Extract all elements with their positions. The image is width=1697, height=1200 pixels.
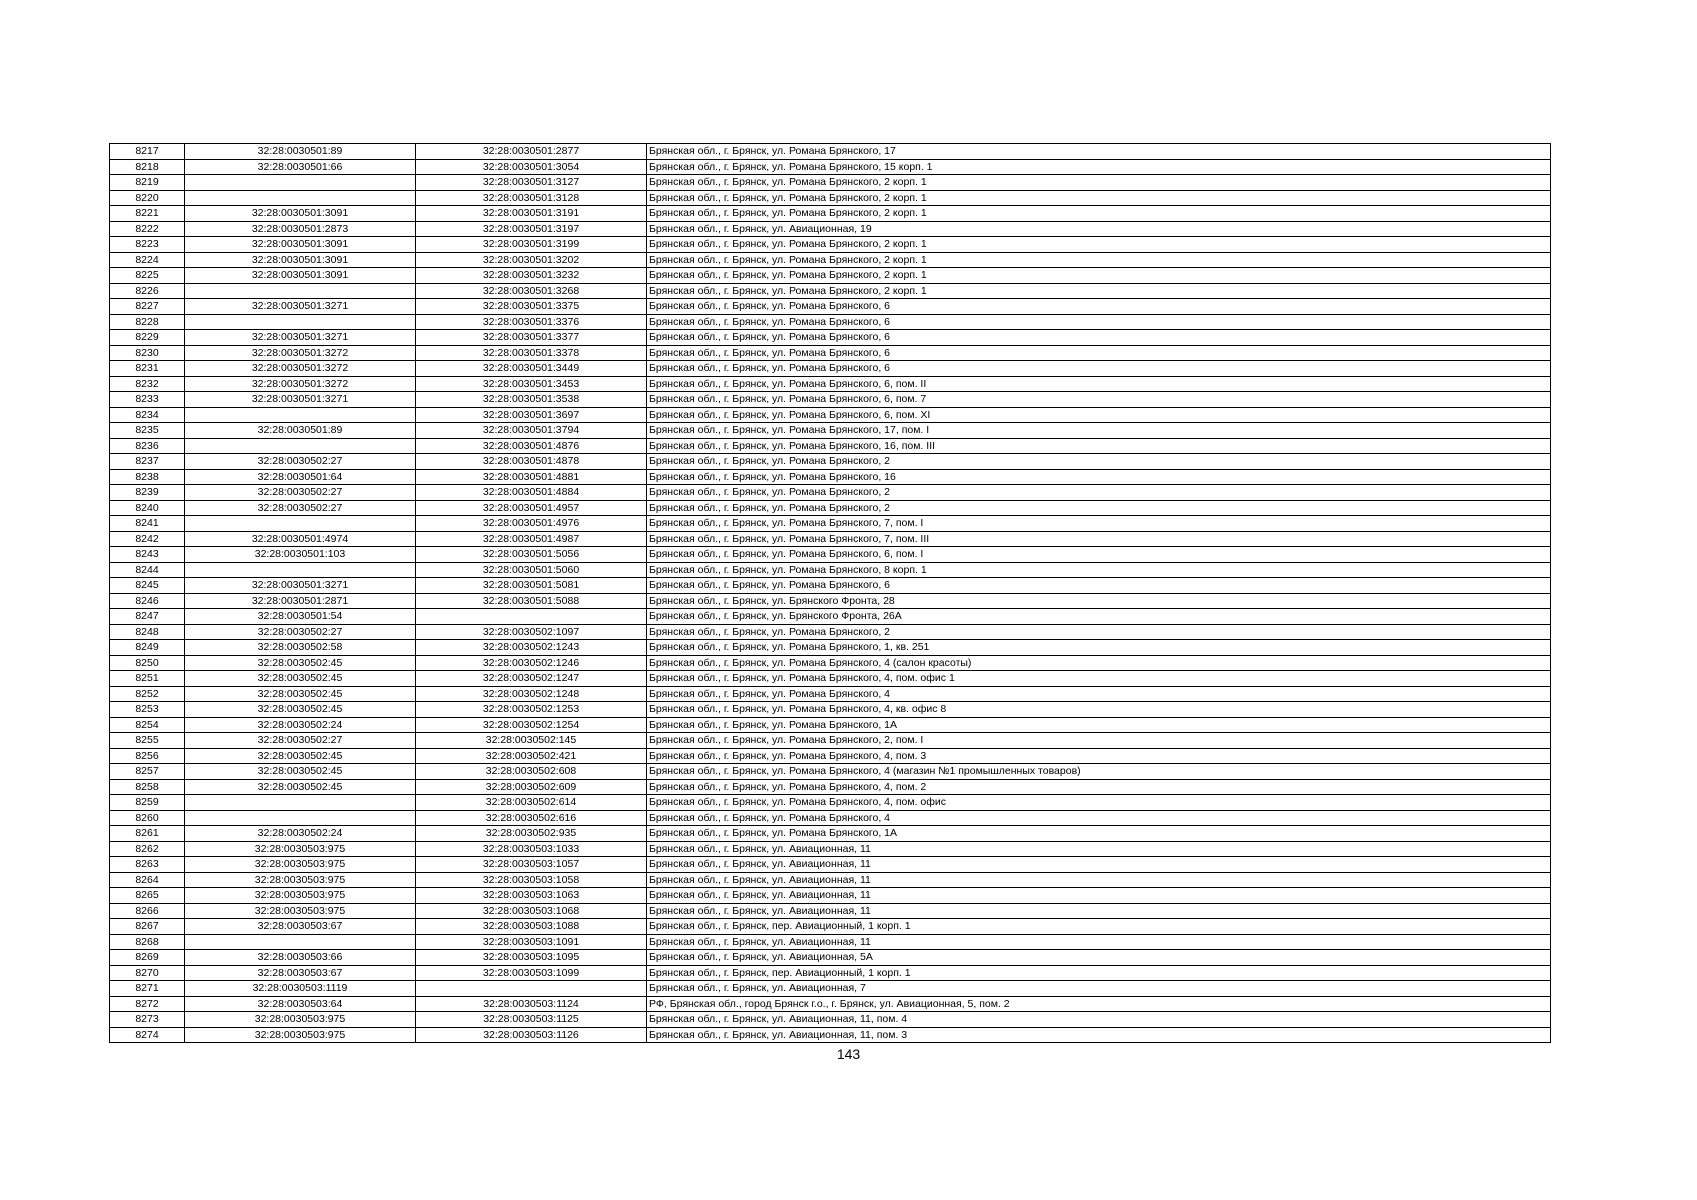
parcel-cadastral-number-cell	[185, 175, 416, 191]
table-row	[110, 981, 1551, 997]
object-cadastral-number-cell: 32:28:0030502:1248	[416, 686, 647, 702]
table-row	[110, 857, 1551, 873]
table-row	[110, 764, 1551, 780]
table-row	[110, 609, 1551, 625]
object-cadastral-number-cell: 32:28:0030503:1091	[416, 934, 647, 950]
address-cell: Брянская обл., г. Брянск, ул. Романа Брянского, 2 корп. 1	[647, 237, 1551, 253]
address-cell: Брянская обл., г. Брянск, ул. Авиационная, 11	[647, 888, 1551, 904]
row-number-cell: 8255	[110, 733, 185, 749]
parcel-cadastral-number-cell: 32:28:0030501:66	[185, 159, 416, 175]
table-row	[110, 345, 1551, 361]
table-row	[110, 407, 1551, 423]
parcel-cadastral-number-cell: 32:28:0030502:24	[185, 717, 416, 733]
object-cadastral-number-cell: 32:28:0030502:616	[416, 810, 647, 826]
table-row	[110, 795, 1551, 811]
row-number-cell: 8220	[110, 190, 185, 206]
row-number-cell: 8261	[110, 826, 185, 842]
object-cadastral-number-cell: 32:28:0030503:1125	[416, 1012, 647, 1028]
parcel-cadastral-number-cell: 32:28:0030502:45	[185, 686, 416, 702]
parcel-cadastral-number-cell: 32:28:0030502:27	[185, 485, 416, 501]
parcel-cadastral-number-cell: 32:28:0030502:45	[185, 655, 416, 671]
row-number-cell: 8238	[110, 469, 185, 485]
table-row	[110, 237, 1551, 253]
row-number-cell: 8218	[110, 159, 185, 175]
address-cell: Брянская обл., г. Брянск, ул. Авиационная, 11	[647, 903, 1551, 919]
address-cell: Брянская обл., г. Брянск, ул. Романа Брянского, 6	[647, 314, 1551, 330]
object-cadastral-number-cell: 32:28:0030503:1095	[416, 950, 647, 966]
page-number: 143	[836, 1046, 861, 1062]
parcel-cadastral-number-cell: 32:28:0030501:89	[185, 423, 416, 439]
row-number-cell: 8217	[110, 144, 185, 160]
table-row	[110, 996, 1551, 1012]
address-cell: Брянская обл., г. Брянск, ул. Романа Брянского, 2 корп. 1	[647, 175, 1551, 191]
row-number-cell: 8260	[110, 810, 185, 826]
object-cadastral-number-cell: 32:28:0030503:1057	[416, 857, 647, 873]
row-number-cell: 8257	[110, 764, 185, 780]
address-cell: Брянская обл., г. Брянск, ул. Романа Брянского, 6	[647, 345, 1551, 361]
object-cadastral-number-cell: 32:28:0030502:935	[416, 826, 647, 842]
row-number-cell: 8268	[110, 934, 185, 950]
object-cadastral-number-cell: 32:28:0030501:4884	[416, 485, 647, 501]
parcel-cadastral-number-cell: 32:28:0030501:3272	[185, 376, 416, 392]
row-number-cell: 8274	[110, 1027, 185, 1043]
object-cadastral-number-cell: 32:28:0030502:1246	[416, 655, 647, 671]
address-cell: Брянская обл., г. Брянск, ул. Романа Брянского, 2, пом. I	[647, 733, 1551, 749]
parcel-cadastral-number-cell: 32:28:0030501:3272	[185, 345, 416, 361]
table-row	[110, 531, 1551, 547]
row-number-cell: 8253	[110, 702, 185, 718]
address-cell: Брянская обл., г. Брянск, ул. Романа Брянского, 4 (салон красоты)	[647, 655, 1551, 671]
object-cadastral-number-cell: 32:28:0030501:3268	[416, 283, 647, 299]
parcel-cadastral-number-cell	[185, 934, 416, 950]
table-row	[110, 330, 1551, 346]
parcel-cadastral-number-cell: 32:28:0030501:103	[185, 547, 416, 563]
row-number-cell: 8231	[110, 361, 185, 377]
object-cadastral-number-cell: 32:28:0030501:3197	[416, 221, 647, 237]
row-number-cell: 8245	[110, 578, 185, 594]
object-cadastral-number-cell: 32:28:0030502:145	[416, 733, 647, 749]
parcel-cadastral-number-cell	[185, 516, 416, 532]
table-row	[110, 1027, 1551, 1043]
address-cell: Брянская обл., г. Брянск, ул. Романа Брянского, 2 корп. 1	[647, 268, 1551, 284]
row-number-cell: 8249	[110, 640, 185, 656]
parcel-cadastral-number-cell: 32:28:0030501:3272	[185, 361, 416, 377]
table-row	[110, 144, 1551, 160]
object-cadastral-number-cell: 32:28:0030501:3697	[416, 407, 647, 423]
address-cell: Брянская обл., г. Брянск, ул. Романа Брянского, 1А	[647, 826, 1551, 842]
parcel-cadastral-number-cell: 32:28:0030502:58	[185, 640, 416, 656]
table-row	[110, 392, 1551, 408]
address-cell: Брянская обл., г. Брянск, ул. Романа Брянского, 1А	[647, 717, 1551, 733]
table-row	[110, 283, 1551, 299]
table-row	[110, 841, 1551, 857]
parcel-cadastral-number-cell: 32:28:0030502:27	[185, 733, 416, 749]
address-cell: Брянская обл., г. Брянск, ул. Романа Брянского, 2	[647, 500, 1551, 516]
address-cell: Брянская обл., г. Брянск, ул. Романа Брянского, 4, пом. офис	[647, 795, 1551, 811]
table-row	[110, 516, 1551, 532]
parcel-cadastral-number-cell: 32:28:0030503:975	[185, 903, 416, 919]
address-cell: Брянская обл., г. Брянск, ул. Романа Брянского, 15 корп. 1	[647, 159, 1551, 175]
address-cell: Брянская обл., г. Брянск, ул. Авиационная, 19	[647, 221, 1551, 237]
table-row	[110, 640, 1551, 656]
table-row	[110, 810, 1551, 826]
object-cadastral-number-cell: 32:28:0030501:5088	[416, 593, 647, 609]
table-row	[110, 578, 1551, 594]
table-row	[110, 655, 1551, 671]
table-row	[110, 175, 1551, 191]
address-cell: Брянская обл., г. Брянск, ул. Романа Брянского, 4, пом. офис 1	[647, 671, 1551, 687]
address-cell: Брянская обл., г. Брянск, ул. Романа Брянского, 6, пом. XI	[647, 407, 1551, 423]
address-cell: Брянская обл., г. Брянск, ул. Романа Брянского, 4, пом. 3	[647, 748, 1551, 764]
row-number-cell: 8273	[110, 1012, 185, 1028]
row-number-cell: 8266	[110, 903, 185, 919]
table-row	[110, 361, 1551, 377]
address-cell: Брянская обл., г. Брянск, ул. Романа Брянского, 2 корп. 1	[647, 252, 1551, 268]
table-row	[110, 686, 1551, 702]
object-cadastral-number-cell: 32:28:0030503:1126	[416, 1027, 647, 1043]
object-cadastral-number-cell: 32:28:0030501:3128	[416, 190, 647, 206]
address-cell: Брянская обл., г. Брянск, ул. Романа Брянского, 4	[647, 686, 1551, 702]
address-cell: Брянская обл., г. Брянск, ул. Романа Брянского, 6	[647, 578, 1551, 594]
object-cadastral-number-cell: 32:28:0030501:3199	[416, 237, 647, 253]
object-cadastral-number-cell: 32:28:0030501:4881	[416, 469, 647, 485]
address-cell: Брянская обл., г. Брянск, ул. Романа Брянского, 2 корп. 1	[647, 190, 1551, 206]
object-cadastral-number-cell: 32:28:0030501:4957	[416, 500, 647, 516]
object-cadastral-number-cell: 32:28:0030503:1124	[416, 996, 647, 1012]
object-cadastral-number-cell: 32:28:0030501:2877	[416, 144, 647, 160]
object-cadastral-number-cell: 32:28:0030502:1253	[416, 702, 647, 718]
parcel-cadastral-number-cell: 32:28:0030501:89	[185, 144, 416, 160]
address-cell: Брянская обл., г. Брянск, ул. Романа Брянского, 6	[647, 330, 1551, 346]
parcel-cadastral-number-cell: 32:28:0030503:975	[185, 857, 416, 873]
table-row	[110, 748, 1551, 764]
object-cadastral-number-cell: 32:28:0030501:4876	[416, 438, 647, 454]
row-number-cell: 8269	[110, 950, 185, 966]
row-number-cell: 8222	[110, 221, 185, 237]
table-row	[110, 934, 1551, 950]
row-number-cell: 8228	[110, 314, 185, 330]
table-row	[110, 593, 1551, 609]
table-row	[110, 733, 1551, 749]
address-cell: РФ, Брянская обл., город Брянск г.о., г. Брянск, ул. Авиационная, 5, пом. 2	[647, 996, 1551, 1012]
address-cell: Брянская обл., г. Брянск, ул. Романа Брянского, 4	[647, 810, 1551, 826]
object-cadastral-number-cell: 32:28:0030503:1068	[416, 903, 647, 919]
address-cell: Брянская обл., г. Брянск, пер. Авиационный, 1 корп. 1	[647, 919, 1551, 935]
table-row	[110, 454, 1551, 470]
object-cadastral-number-cell: 32:28:0030501:3794	[416, 423, 647, 439]
address-cell: Брянская обл., г. Брянск, ул. Романа Брянского, 6	[647, 299, 1551, 315]
address-cell: Брянская обл., г. Брянск, ул. Авиационная, 11	[647, 841, 1551, 857]
table-row	[110, 252, 1551, 268]
table-row	[110, 314, 1551, 330]
row-number-cell: 8224	[110, 252, 185, 268]
table-row	[110, 965, 1551, 981]
object-cadastral-number-cell: 32:28:0030502:608	[416, 764, 647, 780]
parcel-cadastral-number-cell	[185, 407, 416, 423]
object-cadastral-number-cell: 32:28:0030502:421	[416, 748, 647, 764]
parcel-cadastral-number-cell: 32:28:0030503:975	[185, 872, 416, 888]
object-cadastral-number-cell: 32:28:0030501:3453	[416, 376, 647, 392]
address-cell: Брянская обл., г. Брянск, ул. Романа Брянского, 4 (магазин №1 промышленных товаров)	[647, 764, 1551, 780]
object-cadastral-number-cell: 32:28:0030502:1097	[416, 624, 647, 640]
row-number-cell: 8236	[110, 438, 185, 454]
object-cadastral-number-cell: 32:28:0030501:3054	[416, 159, 647, 175]
object-cadastral-number-cell	[416, 981, 647, 997]
row-number-cell: 8252	[110, 686, 185, 702]
row-number-cell: 8241	[110, 516, 185, 532]
address-cell: Брянская обл., г. Брянск, ул. Романа Брянского, 2 корп. 1	[647, 283, 1551, 299]
parcel-cadastral-number-cell: 32:28:0030503:64	[185, 996, 416, 1012]
row-number-cell: 8267	[110, 919, 185, 935]
object-cadastral-number-cell: 32:28:0030503:1088	[416, 919, 647, 935]
parcel-cadastral-number-cell: 32:28:0030501:3271	[185, 330, 416, 346]
row-number-cell: 8262	[110, 841, 185, 857]
row-number-cell: 8248	[110, 624, 185, 640]
table-row	[110, 950, 1551, 966]
table-row	[110, 159, 1551, 175]
parcel-cadastral-number-cell: 32:28:0030501:3271	[185, 299, 416, 315]
row-number-cell: 8219	[110, 175, 185, 191]
table-row	[110, 469, 1551, 485]
address-cell: Брянская обл., г. Брянск, ул. Авиационная, 11	[647, 934, 1551, 950]
parcel-cadastral-number-cell: 32:28:0030502:45	[185, 702, 416, 718]
parcel-cadastral-number-cell: 32:28:0030502:27	[185, 624, 416, 640]
object-cadastral-number-cell: 32:28:0030503:1033	[416, 841, 647, 857]
row-number-cell: 8271	[110, 981, 185, 997]
parcel-cadastral-number-cell: 32:28:0030501:4974	[185, 531, 416, 547]
table-row	[110, 206, 1551, 222]
table-row	[110, 190, 1551, 206]
object-cadastral-number-cell: 32:28:0030501:4976	[416, 516, 647, 532]
parcel-cadastral-number-cell: 32:28:0030502:45	[185, 671, 416, 687]
address-cell: Брянская обл., г. Брянск, ул. Авиационная, 11	[647, 857, 1551, 873]
row-number-cell: 8242	[110, 531, 185, 547]
table-row	[110, 485, 1551, 501]
parcel-cadastral-number-cell	[185, 562, 416, 578]
parcel-cadastral-number-cell: 32:28:0030501:3091	[185, 268, 416, 284]
parcel-cadastral-number-cell: 32:28:0030501:3091	[185, 252, 416, 268]
object-cadastral-number-cell: 32:28:0030501:5056	[416, 547, 647, 563]
object-cadastral-number-cell	[416, 609, 647, 625]
table-row	[110, 919, 1551, 935]
object-cadastral-number-cell: 32:28:0030501:3202	[416, 252, 647, 268]
row-number-cell: 8233	[110, 392, 185, 408]
row-number-cell: 8270	[110, 965, 185, 981]
row-number-cell: 8272	[110, 996, 185, 1012]
parcel-cadastral-number-cell	[185, 283, 416, 299]
object-cadastral-number-cell: 32:28:0030503:1058	[416, 872, 647, 888]
row-number-cell: 8256	[110, 748, 185, 764]
parcel-cadastral-number-cell	[185, 795, 416, 811]
row-number-cell: 8237	[110, 454, 185, 470]
address-cell: Брянская обл., г. Брянск, ул. Романа Брянского, 16	[647, 469, 1551, 485]
table-row	[110, 702, 1551, 718]
address-cell: Брянская обл., г. Брянск, ул. Романа Брянского, 2	[647, 454, 1551, 470]
parcel-cadastral-number-cell: 32:28:0030501:3271	[185, 578, 416, 594]
row-number-cell: 8239	[110, 485, 185, 501]
table-row	[110, 779, 1551, 795]
row-number-cell: 8235	[110, 423, 185, 439]
parcel-cadastral-number-cell: 32:28:0030501:2871	[185, 593, 416, 609]
address-cell: Брянская обл., г. Брянск, ул. Романа Брянского, 17	[647, 144, 1551, 160]
table-row	[110, 299, 1551, 315]
table-row	[110, 671, 1551, 687]
table-row	[110, 423, 1551, 439]
object-cadastral-number-cell: 32:28:0030501:5060	[416, 562, 647, 578]
row-number-cell: 8246	[110, 593, 185, 609]
row-number-cell: 8223	[110, 237, 185, 253]
parcel-cadastral-number-cell: 32:28:0030503:1119	[185, 981, 416, 997]
parcel-cadastral-number-cell: 32:28:0030503:66	[185, 950, 416, 966]
address-cell: Брянская обл., г. Брянск, пер. Авиационный, 1 корп. 1	[647, 965, 1551, 981]
row-number-cell: 8263	[110, 857, 185, 873]
address-cell: Брянская обл., г. Брянск, ул. Романа Брянского, 2 корп. 1	[647, 206, 1551, 222]
parcel-cadastral-number-cell	[185, 438, 416, 454]
parcel-cadastral-number-cell	[185, 190, 416, 206]
address-cell: Брянская обл., г. Брянск, ул. Романа Брянского, 7, пом. I	[647, 516, 1551, 532]
object-cadastral-number-cell: 32:28:0030501:3378	[416, 345, 647, 361]
row-number-cell: 8251	[110, 671, 185, 687]
row-number-cell: 8230	[110, 345, 185, 361]
parcel-cadastral-number-cell	[185, 314, 416, 330]
address-cell: Брянская обл., г. Брянск, ул. Романа Брянского, 6	[647, 361, 1551, 377]
row-number-cell: 8265	[110, 888, 185, 904]
row-number-cell: 8232	[110, 376, 185, 392]
register-table-body	[110, 144, 1551, 1043]
row-number-cell: 8254	[110, 717, 185, 733]
table-row	[110, 500, 1551, 516]
object-cadastral-number-cell: 32:28:0030501:3538	[416, 392, 647, 408]
table-row	[110, 624, 1551, 640]
row-number-cell: 8229	[110, 330, 185, 346]
row-number-cell: 8227	[110, 299, 185, 315]
table-row	[110, 438, 1551, 454]
table-row	[110, 562, 1551, 578]
cadastral-register-table	[109, 143, 1551, 1043]
parcel-cadastral-number-cell: 32:28:0030503:67	[185, 919, 416, 935]
row-number-cell: 8240	[110, 500, 185, 516]
object-cadastral-number-cell: 32:28:0030502:1254	[416, 717, 647, 733]
object-cadastral-number-cell: 32:28:0030501:3449	[416, 361, 647, 377]
table-row	[110, 1012, 1551, 1028]
table-row	[110, 268, 1551, 284]
table-row	[110, 903, 1551, 919]
parcel-cadastral-number-cell: 32:28:0030501:2873	[185, 221, 416, 237]
table-row	[110, 221, 1551, 237]
table-row	[110, 826, 1551, 842]
address-cell: Брянская обл., г. Брянск, ул. Авиационная, 5А	[647, 950, 1551, 966]
parcel-cadastral-number-cell: 32:28:0030501:54	[185, 609, 416, 625]
object-cadastral-number-cell: 32:28:0030501:3232	[416, 268, 647, 284]
object-cadastral-number-cell: 32:28:0030503:1063	[416, 888, 647, 904]
parcel-cadastral-number-cell: 32:28:0030501:64	[185, 469, 416, 485]
object-cadastral-number-cell: 32:28:0030503:1099	[416, 965, 647, 981]
object-cadastral-number-cell: 32:28:0030501:5081	[416, 578, 647, 594]
address-cell: Брянская обл., г. Брянск, ул. Авиационная, 7	[647, 981, 1551, 997]
object-cadastral-number-cell: 32:28:0030501:4878	[416, 454, 647, 470]
address-cell: Брянская обл., г. Брянск, ул. Романа Брянского, 8 корп. 1	[647, 562, 1551, 578]
object-cadastral-number-cell: 32:28:0030501:3191	[416, 206, 647, 222]
parcel-cadastral-number-cell: 32:28:0030502:27	[185, 454, 416, 470]
parcel-cadastral-number-cell: 32:28:0030502:45	[185, 748, 416, 764]
address-cell: Брянская обл., г. Брянск, ул. Романа Брянского, 4, кв. офис 8	[647, 702, 1551, 718]
object-cadastral-number-cell: 32:28:0030502:614	[416, 795, 647, 811]
object-cadastral-number-cell: 32:28:0030501:3377	[416, 330, 647, 346]
row-number-cell: 8250	[110, 655, 185, 671]
object-cadastral-number-cell: 32:28:0030501:4987	[416, 531, 647, 547]
table-row	[110, 717, 1551, 733]
parcel-cadastral-number-cell: 32:28:0030502:45	[185, 779, 416, 795]
table-row	[110, 376, 1551, 392]
address-cell: Брянская обл., г. Брянск, ул. Авиационная, 11, пом. 4	[647, 1012, 1551, 1028]
parcel-cadastral-number-cell: 32:28:0030501:3091	[185, 237, 416, 253]
parcel-cadastral-number-cell: 32:28:0030503:975	[185, 841, 416, 857]
table-row	[110, 872, 1551, 888]
row-number-cell: 8259	[110, 795, 185, 811]
parcel-cadastral-number-cell: 32:28:0030503:67	[185, 965, 416, 981]
address-cell: Брянская обл., г. Брянск, ул. Романа Брянского, 6, пом. 7	[647, 392, 1551, 408]
address-cell: Брянская обл., г. Брянск, ул. Авиационная, 11, пом. 3	[647, 1027, 1551, 1043]
table-row	[110, 888, 1551, 904]
address-cell: Брянская обл., г. Брянск, ул. Брянского Фронта, 28	[647, 593, 1551, 609]
object-cadastral-number-cell: 32:28:0030501:3376	[416, 314, 647, 330]
address-cell: Брянская обл., г. Брянск, ул. Романа Брянского, 17, пом. I	[647, 423, 1551, 439]
parcel-cadastral-number-cell: 32:28:0030503:975	[185, 888, 416, 904]
row-number-cell: 8243	[110, 547, 185, 563]
row-number-cell: 8244	[110, 562, 185, 578]
row-number-cell: 8234	[110, 407, 185, 423]
parcel-cadastral-number-cell: 32:28:0030501:3091	[185, 206, 416, 222]
row-number-cell: 8247	[110, 609, 185, 625]
row-number-cell: 8258	[110, 779, 185, 795]
address-cell: Брянская обл., г. Брянск, ул. Авиационная, 11	[647, 872, 1551, 888]
address-cell: Брянская обл., г. Брянск, ул. Брянского Фронта, 26А	[647, 609, 1551, 625]
address-cell: Брянская обл., г. Брянск, ул. Романа Брянского, 2	[647, 624, 1551, 640]
object-cadastral-number-cell: 32:28:0030501:3127	[416, 175, 647, 191]
object-cadastral-number-cell: 32:28:0030502:609	[416, 779, 647, 795]
address-cell: Брянская обл., г. Брянск, ул. Романа Брянского, 4, пом. 2	[647, 779, 1551, 795]
parcel-cadastral-number-cell	[185, 810, 416, 826]
address-cell: Брянская обл., г. Брянск, ул. Романа Брянского, 2	[647, 485, 1551, 501]
row-number-cell: 8225	[110, 268, 185, 284]
parcel-cadastral-number-cell: 32:28:0030502:45	[185, 764, 416, 780]
address-cell: Брянская обл., г. Брянск, ул. Романа Брянского, 7, пом. III	[647, 531, 1551, 547]
row-number-cell: 8226	[110, 283, 185, 299]
row-number-cell: 8221	[110, 206, 185, 222]
parcel-cadastral-number-cell: 32:28:0030501:3271	[185, 392, 416, 408]
address-cell: Брянская обл., г. Брянск, ул. Романа Брянского, 6, пом. II	[647, 376, 1551, 392]
parcel-cadastral-number-cell: 32:28:0030502:27	[185, 500, 416, 516]
address-cell: Брянская обл., г. Брянск, ул. Романа Брянского, 16, пом. III	[647, 438, 1551, 454]
table-row	[110, 547, 1551, 563]
object-cadastral-number-cell: 32:28:0030502:1243	[416, 640, 647, 656]
row-number-cell: 8264	[110, 872, 185, 888]
parcel-cadastral-number-cell: 32:28:0030503:975	[185, 1027, 416, 1043]
parcel-cadastral-number-cell: 32:28:0030503:975	[185, 1012, 416, 1028]
address-cell: Брянская обл., г. Брянск, ул. Романа Брянского, 1, кв. 251	[647, 640, 1551, 656]
object-cadastral-number-cell: 32:28:0030501:3375	[416, 299, 647, 315]
object-cadastral-number-cell: 32:28:0030502:1247	[416, 671, 647, 687]
parcel-cadastral-number-cell: 32:28:0030502:24	[185, 826, 416, 842]
address-cell: Брянская обл., г. Брянск, ул. Романа Брянского, 6, пом. I	[647, 547, 1551, 563]
